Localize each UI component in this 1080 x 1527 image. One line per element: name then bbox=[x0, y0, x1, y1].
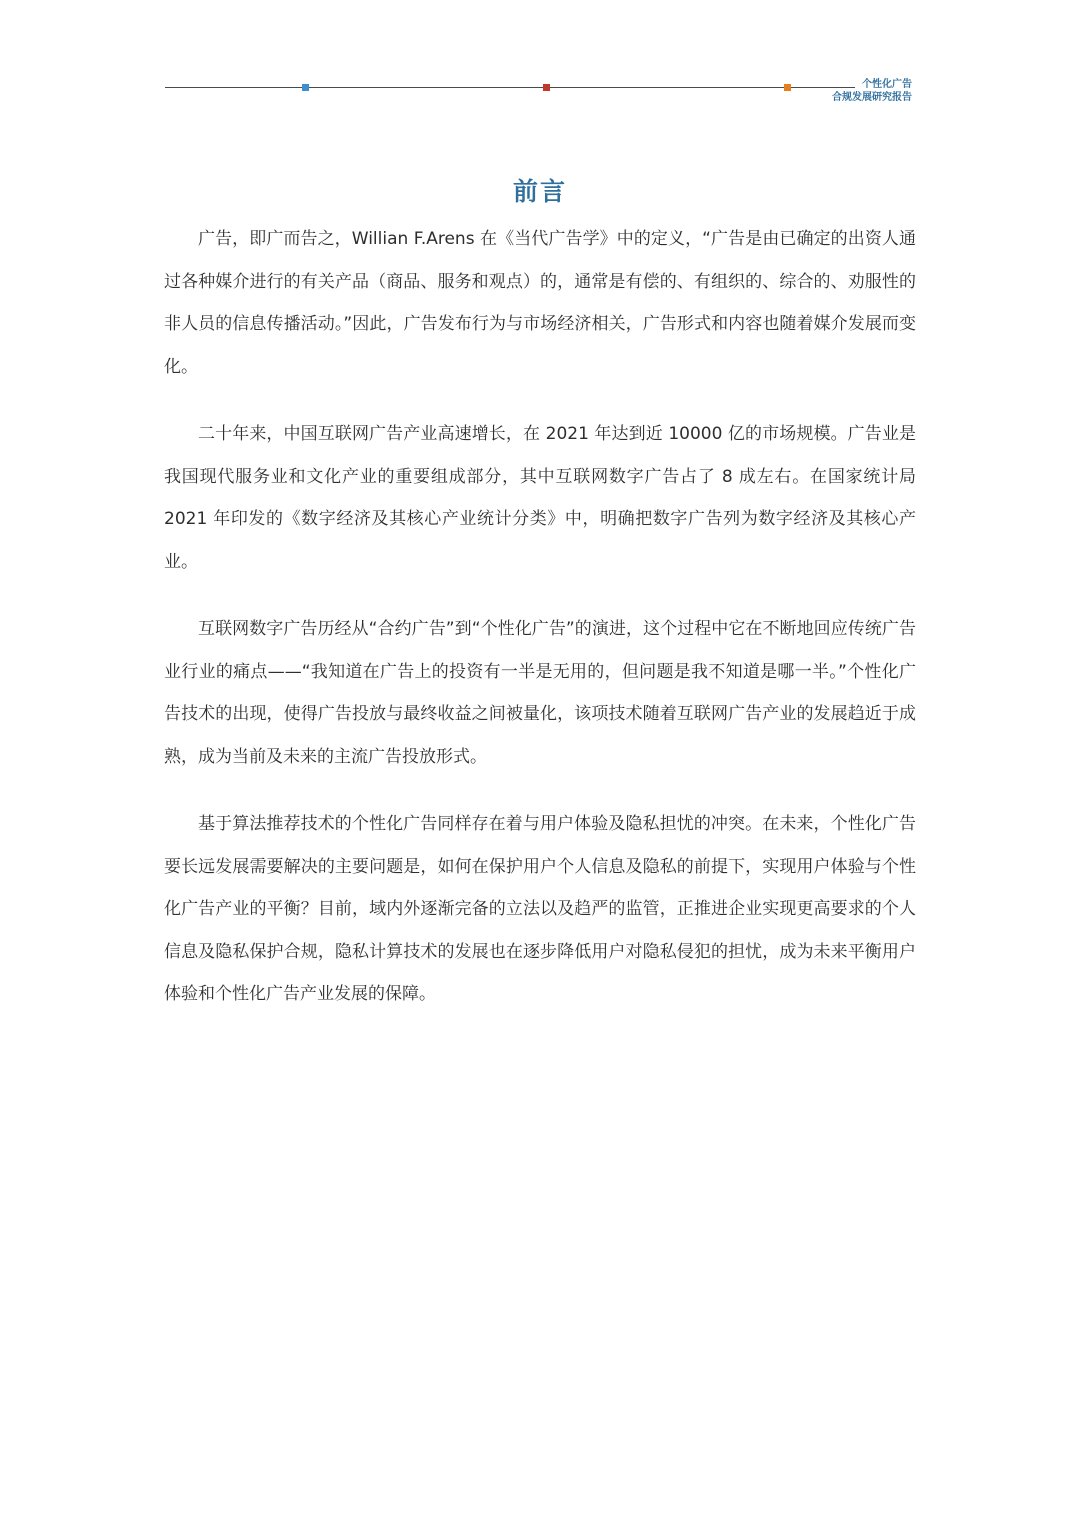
header-marker-orange bbox=[784, 84, 791, 91]
header-marker-red bbox=[543, 84, 550, 91]
header-marker-blue bbox=[302, 84, 309, 91]
report-title-line-1: 个性化广告 bbox=[862, 79, 912, 90]
header-divider bbox=[165, 87, 855, 88]
page-header bbox=[0, 0, 1080, 120]
document-body bbox=[164, 218, 916, 1041]
paragraph-3: 互联网数字广告历经从“合约广告”到“个性化广告”的演进，这个过程中它在不断地回应传统广告业行业的痛点——“我知道在广告上的投资有一半是无用的，但问题是我不知道是哪一半。”个性化广告技术的出现，使得广告投放与最终收益之间被量化，该项技术随着互联网广告产业的发展趋近于成熟，成为当前及未来的主流广告投放形式。 bbox=[164, 619, 916, 767]
report-title-line-2: 合规发展研究报告 bbox=[832, 92, 912, 103]
page-title: 前言 bbox=[512, 176, 567, 206]
report-title bbox=[832, 78, 912, 104]
paragraph-1: 广告，即广而告之，Willian F.Arens 在《当代广告学》中的定义，“广告是由已确定的出资人通过各种媒介进行的有关产品（商品、服务和观点）的，通常是有偿的、有组织的、综合的、劝服性的非人员的信息传播活动。”因此，广告发布行为与市场经济相关，广告形式和内容也随着媒介发展而变化。 bbox=[164, 229, 916, 377]
paragraph-2: 二十年来，中国互联网广告产业高速增长，在 2021 年达到近 10000 亿的市场规模。广告业是我国现代服务业和文化产业的重要组成部分，其中互联网数字广告占了 8 成左右。在国家统计局 2021 年印发的《数字经济及其核心产业统计分类》中，明确把数字广告列为数字经济及其核心产业。 bbox=[164, 424, 916, 572]
paragraph-4: 基于算法推荐技术的个性化广告同样存在着与用户体验及隐私担忧的冲突。在未来，个性化广告要长远发展需要解决的主要问题是，如何在保护用户个人信息及隐私的前提下，实现用户体验与个性化广告产业的平衡？目前，域内外逐渐完备的立法以及趋严的监管，正推进企业实现更高要求的个人信息及隐私保护合规，隐私计算技术的发展也在逐步降低用户对隐私侵犯的担忧，成为未来平衡用户体验和个性化广告产业发展的保障。 bbox=[164, 814, 916, 1004]
